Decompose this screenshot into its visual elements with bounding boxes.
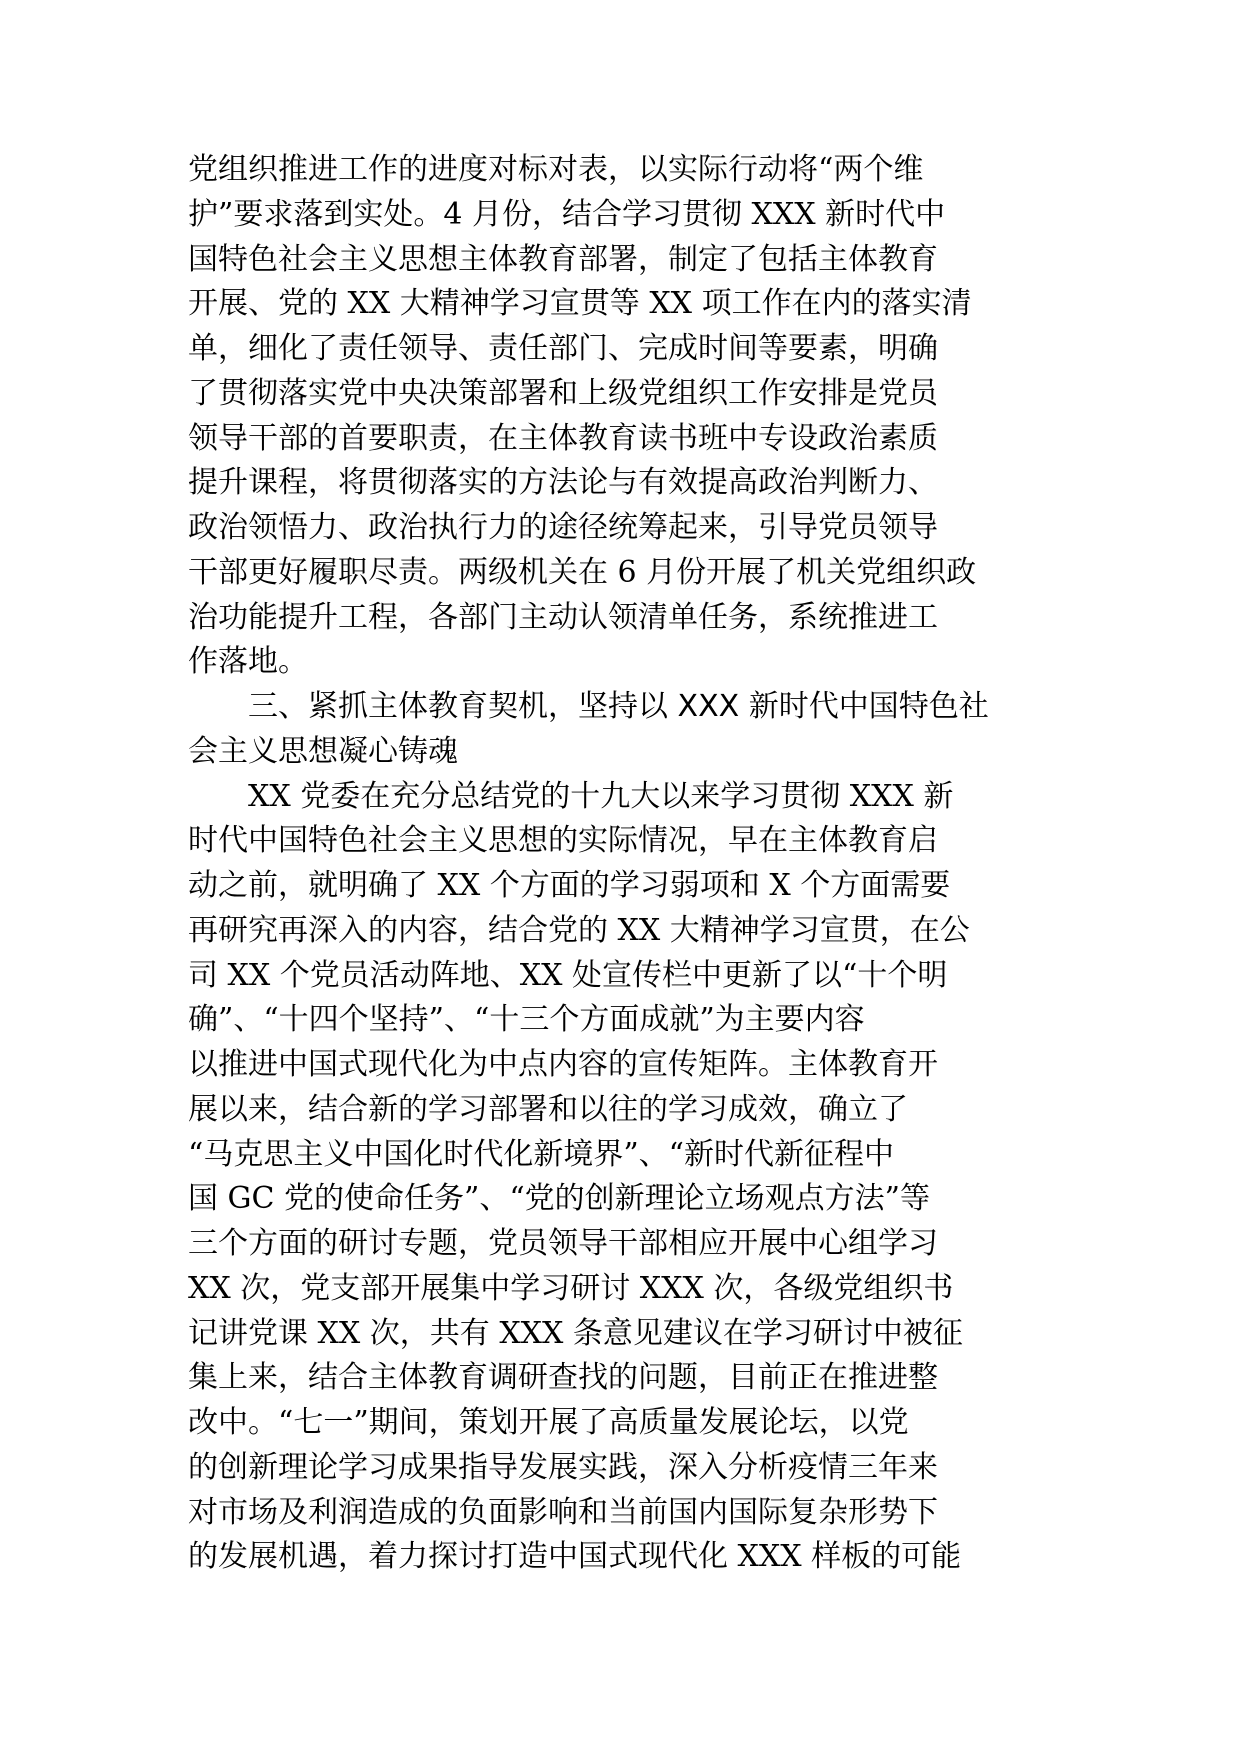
text-line: 时代中国特色社会主义思想的实际情况，早在主体教育启 [188,823,938,859]
section-heading [188,685,1056,775]
text-line: 作落地。 [188,644,308,680]
text-line: 对市场及利润造成的负面影响和当前国内国际复杂形势下 [188,1494,938,1530]
paragraph-continued [188,148,1056,685]
text-line: 确”、“十四个坚持”、“十三个方面成就”为主要内容 [188,1002,865,1038]
text-line: 开展、党的 XX 大精神学习宣贯等 XX 项工作在内的落实清 [188,286,972,322]
text-line: 政治领悟力、政治执行力的途径统筹起来，引导党员领导 [188,510,938,545]
text-line: 干部更好履职尽责。两级机关在 6 月份开展了机关党组织政 [188,554,977,590]
text-line: XX 党委在充分总结党的十九大以来学习贯彻 XXX 新 [188,778,954,814]
document-body [188,148,1056,1580]
text-line: 的发展机遇，着力探讨打造中国式现代化 XXX 样板的可能 [188,1539,962,1575]
text-line: 记讲党课 XX 次，共有 XXX 条意见建议在学习研讨中被征 [188,1315,963,1351]
text-line: 了贯彻落实党中央决策部署和上级党组织工作安排是党员 [188,375,938,411]
text-line: 提升课程，将贯彻落实的方法论与有效提高政治判断力、 [188,465,938,501]
text-line: 领导干部的首要职责，在主体教育读书班中专设政治素质 [188,420,938,456]
heading-line: 会主义思想凝心铸魂 [188,733,458,769]
text-line: 的创新理论学习成果指导发展实践，深入分析疫情三年来 [188,1449,938,1485]
text-line: 治功能提升工程，各部门主动认领清单任务，系统推进工 [188,599,938,635]
text-line: 改中。“七一”期间，策划开展了高质量发展论坛，以党 [188,1405,909,1440]
text-line: 护”要求落到实处。4 月份，结合学习贯彻 XXX 新时代中 [188,196,946,232]
text-line: 三个方面的研讨专题，党员领导干部相应开展中心组学习 [188,1226,938,1261]
text-line: 党组织推进工作的进度对标对表，以实际行动将“两个维 [188,152,924,187]
heading-line: 三、紧抓主体教育契机，坚持以 XXX 新时代中国特色社 [188,689,989,724]
text-line: 单，细化了责任领导、责任部门、完成时间等要素，明确 [188,331,938,366]
text-line: 再研究再深入的内容，结合党的 XX 大精神学习宣贯，在公 [188,912,970,948]
text-line: XX 次，党支部开展集中学习研讨 XXX 次，各级党组织书 [188,1270,954,1306]
text-line: 集上来，结合主体教育调研查找的问题，目前正在推进整 [188,1360,938,1396]
paragraph [188,775,1056,1581]
text-line: 国 GC 党的使命任务”、“党的创新理论立场观点方法”等 [188,1181,931,1217]
text-line: “马克思主义中国化时代化新境界”、“新时代新征程中 [188,1136,895,1172]
text-line: 司 XX 个党员活动阵地、XX 处宣传栏中更新了以“十个明 [188,957,948,993]
text-line: 以推进中国式现代化为中点内容的宣传矩阵。主体教育开 [188,1047,938,1082]
text-line: 动之前，就明确了 XX 个方面的学习弱项和 X 个方面需要 [188,868,951,903]
text-line: 国特色社会主义思想主体教育部署，制定了包括主体教育 [188,241,938,277]
text-line: 展以来，结合新的学习部署和以往的学习成效，确立了 [188,1091,908,1127]
